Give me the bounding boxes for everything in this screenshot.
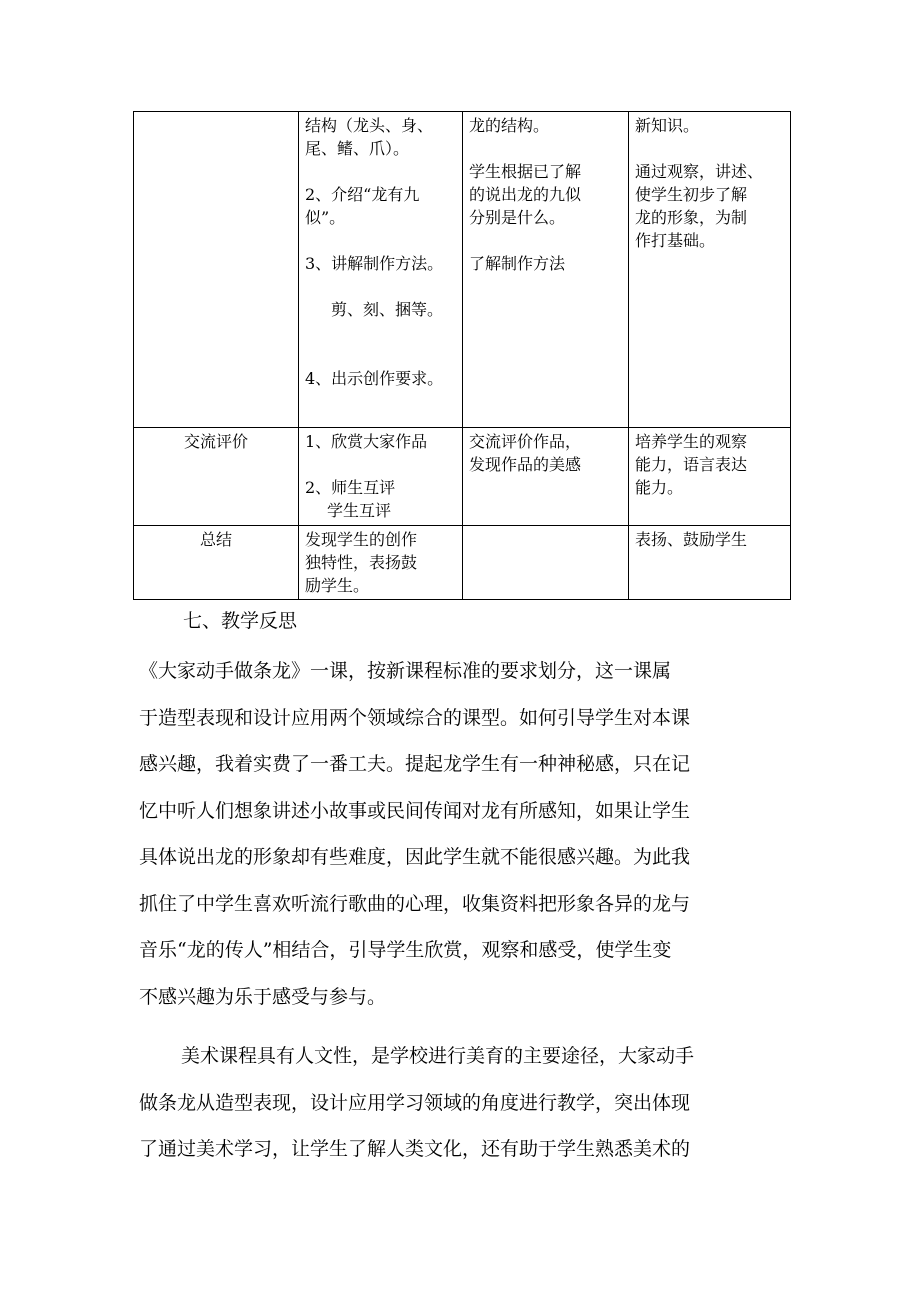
paragraph-line: 了通过美术学习，让学生了解人类文化，还有助于学生熟悉美术的 xyxy=(139,1138,691,1160)
paragraph-line: 不感兴趣为乐于感受与参与。 xyxy=(139,985,387,1008)
stage-cell xyxy=(134,112,299,428)
design-intent-cell: 表扬、鼓励学生 xyxy=(629,526,791,600)
paragraph-line: 感兴趣，我着实费了一番工夫。提起龙学生有一种神秘感，只在记 xyxy=(139,753,691,775)
teacher-activity-cell: 1、欣赏大家作品 2、师生互评 学生互评 xyxy=(299,428,463,526)
paragraph-line: 于造型表现和设计应用两个领域综合的课型。如何引导学生对本课 xyxy=(139,706,691,729)
stage-cell: 交流评价 xyxy=(134,428,299,526)
design-intent-cell: 培养学生的观察 能力，语言表达 能力。 xyxy=(629,428,791,526)
section-heading: 七、教学反思 xyxy=(183,610,298,632)
table-row xyxy=(134,428,791,526)
paragraph-line: 音乐“龙的传人”相结合，引导学生欣赏，观察和感受，使学生变 xyxy=(139,939,672,961)
paragraph-line: 抓住了中学生喜欢听流行歌曲的心理，收集资料把形象各异的龙与 xyxy=(139,892,691,915)
paragraph-line: 忆中听人们想象讲述小故事或民间传闻对龙有所感知，如果让学生 xyxy=(139,799,691,822)
paragraph-line: 《大家动手做条龙》一课，按新课程标准的要求划分，这一课属 xyxy=(139,660,672,682)
teacher-activity-cell: 发现学生的创作 独特性，表扬鼓 励学生。 xyxy=(299,526,463,600)
reflection-paragraph-1 xyxy=(139,648,779,1020)
paragraph-line: 美术课程具有人文性，是学校进行美育的主要途径，大家动手 xyxy=(181,1045,695,1067)
table-row xyxy=(134,112,791,428)
student-activity-cell: 龙的结构。 学生根据已了解 的说出龙的九似 分别是什么。 了解制作方法 xyxy=(463,112,629,428)
table-row xyxy=(134,526,791,600)
teacher-activity-cell: 结构（龙头、身、 尾、鳍、爪）。 2、介绍“龙有九 似”。 3、讲解制作方法。 剪、刻、捆等。 4、出示创作要求。 xyxy=(299,112,463,428)
reflection-paragraph-2 xyxy=(139,1033,779,1173)
design-intent-cell: 新知识。 通过观察，讲述、 使学生初步了解 龙的形象，为制 作打基础。 xyxy=(629,112,791,428)
paragraph-line: 做条龙从造型表现，设计应用学习领域的角度进行教学，突出体现 xyxy=(139,1091,691,1114)
lesson-plan-table xyxy=(133,111,791,600)
student-activity-cell: 交流评价作品， 发现作品的美感 xyxy=(463,428,629,526)
stage-cell: 总结 xyxy=(134,526,299,600)
student-activity-cell xyxy=(463,526,629,600)
paragraph-line: 具体说出龙的形象却有些难度，因此学生就不能很感兴趣。为此我 xyxy=(139,846,691,868)
